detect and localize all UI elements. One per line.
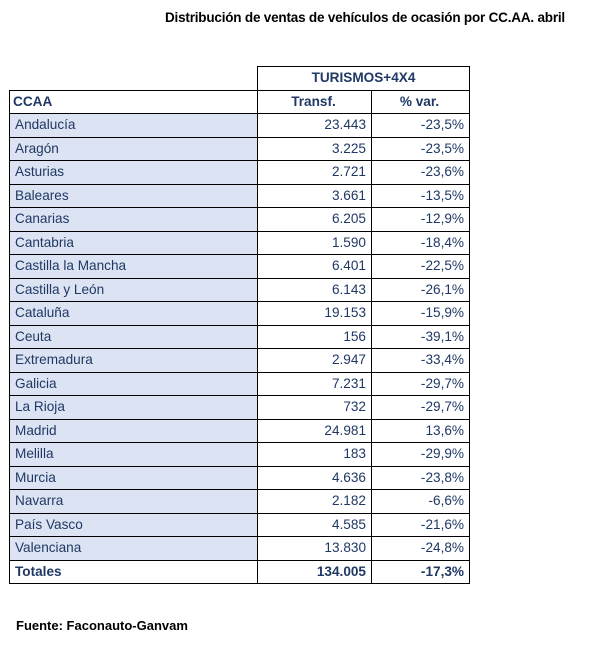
sales-table: [9, 66, 470, 584]
column-header-ccaa: CCAA: [10, 90, 258, 114]
ccaa-cell: Aragón: [10, 137, 258, 161]
ccaa-cell: Cantabria: [10, 231, 258, 255]
ccaa-cell: Castilla y León: [10, 278, 258, 302]
transfers-cell: 4.636: [258, 466, 372, 490]
ccaa-cell: Extremadura: [10, 349, 258, 373]
variation-cell: -39,1%: [372, 325, 470, 349]
ccaa-cell: Valenciana: [10, 537, 258, 561]
table-row: [10, 161, 470, 185]
blank-cell: [10, 67, 258, 91]
transfers-cell: 19.153: [258, 302, 372, 326]
group-header: TURISMOS+4X4: [258, 67, 470, 91]
variation-cell: -26,1%: [372, 278, 470, 302]
column-header-transf: Transf.: [258, 90, 372, 114]
variation-cell: -29,9%: [372, 443, 470, 467]
transfers-cell: 134.005: [258, 560, 372, 584]
ccaa-cell: Navarra: [10, 490, 258, 514]
page-title: Distribución de ventas de vehículos de ocasión por CC.AA. abril: [165, 10, 565, 25]
ccaa-cell: Madrid: [10, 419, 258, 443]
ccaa-cell: Murcia: [10, 466, 258, 490]
variation-cell: -23,5%: [372, 114, 470, 138]
variation-cell: -18,4%: [372, 231, 470, 255]
table-row: [10, 466, 470, 490]
transfers-cell: 1.590: [258, 231, 372, 255]
transfers-cell: 156: [258, 325, 372, 349]
transfers-cell: 4.585: [258, 513, 372, 537]
transfers-cell: 183: [258, 443, 372, 467]
table-row: [10, 325, 470, 349]
transfers-cell: 6.143: [258, 278, 372, 302]
table-row: [10, 302, 470, 326]
variation-cell: -6,6%: [372, 490, 470, 514]
group-header-row: [10, 67, 470, 91]
transfers-cell: 24.981: [258, 419, 372, 443]
variation-cell: -29,7%: [372, 372, 470, 396]
transfers-cell: 13.830: [258, 537, 372, 561]
totals-row: [10, 560, 470, 584]
ccaa-cell: Baleares: [10, 184, 258, 208]
column-header-var: % var.: [372, 90, 470, 114]
table-row: [10, 137, 470, 161]
table-row: [10, 184, 470, 208]
ccaa-cell: Castilla la Mancha: [10, 255, 258, 279]
transfers-cell: 23.443: [258, 114, 372, 138]
table-row: [10, 537, 470, 561]
variation-cell: -24,8%: [372, 537, 470, 561]
variation-cell: -12,9%: [372, 208, 470, 232]
variation-cell: -15,9%: [372, 302, 470, 326]
variation-cell: -23,6%: [372, 161, 470, 185]
ccaa-cell: País Vasco: [10, 513, 258, 537]
table-row: [10, 114, 470, 138]
ccaa-cell: Asturias: [10, 161, 258, 185]
variation-cell: -23,8%: [372, 466, 470, 490]
table-row: [10, 208, 470, 232]
ccaa-cell: Totales: [10, 560, 258, 584]
transfers-cell: 732: [258, 396, 372, 420]
ccaa-cell: Cataluña: [10, 302, 258, 326]
variation-cell: -21,6%: [372, 513, 470, 537]
table-row: [10, 513, 470, 537]
table-row: [10, 278, 470, 302]
source-note: Fuente: Faconauto-Ganvam: [16, 618, 188, 633]
variation-cell: -13,5%: [372, 184, 470, 208]
variation-cell: 13,6%: [372, 419, 470, 443]
table-row: [10, 231, 470, 255]
table-row: [10, 349, 470, 373]
ccaa-cell: Canarias: [10, 208, 258, 232]
transfers-cell: 7.231: [258, 372, 372, 396]
table-row: [10, 255, 470, 279]
transfers-cell: 2.182: [258, 490, 372, 514]
transfers-cell: 2.721: [258, 161, 372, 185]
table-row: [10, 443, 470, 467]
ccaa-cell: Ceuta: [10, 325, 258, 349]
transfers-cell: 3.225: [258, 137, 372, 161]
ccaa-cell: La Rioja: [10, 396, 258, 420]
variation-cell: -22,5%: [372, 255, 470, 279]
variation-cell: -23,5%: [372, 137, 470, 161]
ccaa-cell: Andalucía: [10, 114, 258, 138]
ccaa-cell: Galicia: [10, 372, 258, 396]
variation-cell: -29,7%: [372, 396, 470, 420]
table-row: [10, 396, 470, 420]
variation-cell: -33,4%: [372, 349, 470, 373]
table-row: [10, 372, 470, 396]
variation-cell: -17,3%: [372, 560, 470, 584]
column-header-row: [10, 90, 470, 114]
transfers-cell: 6.205: [258, 208, 372, 232]
transfers-cell: 2.947: [258, 349, 372, 373]
table-row: [10, 419, 470, 443]
transfers-cell: 6.401: [258, 255, 372, 279]
transfers-cell: 3.661: [258, 184, 372, 208]
table-row: [10, 490, 470, 514]
ccaa-cell: Melilla: [10, 443, 258, 467]
